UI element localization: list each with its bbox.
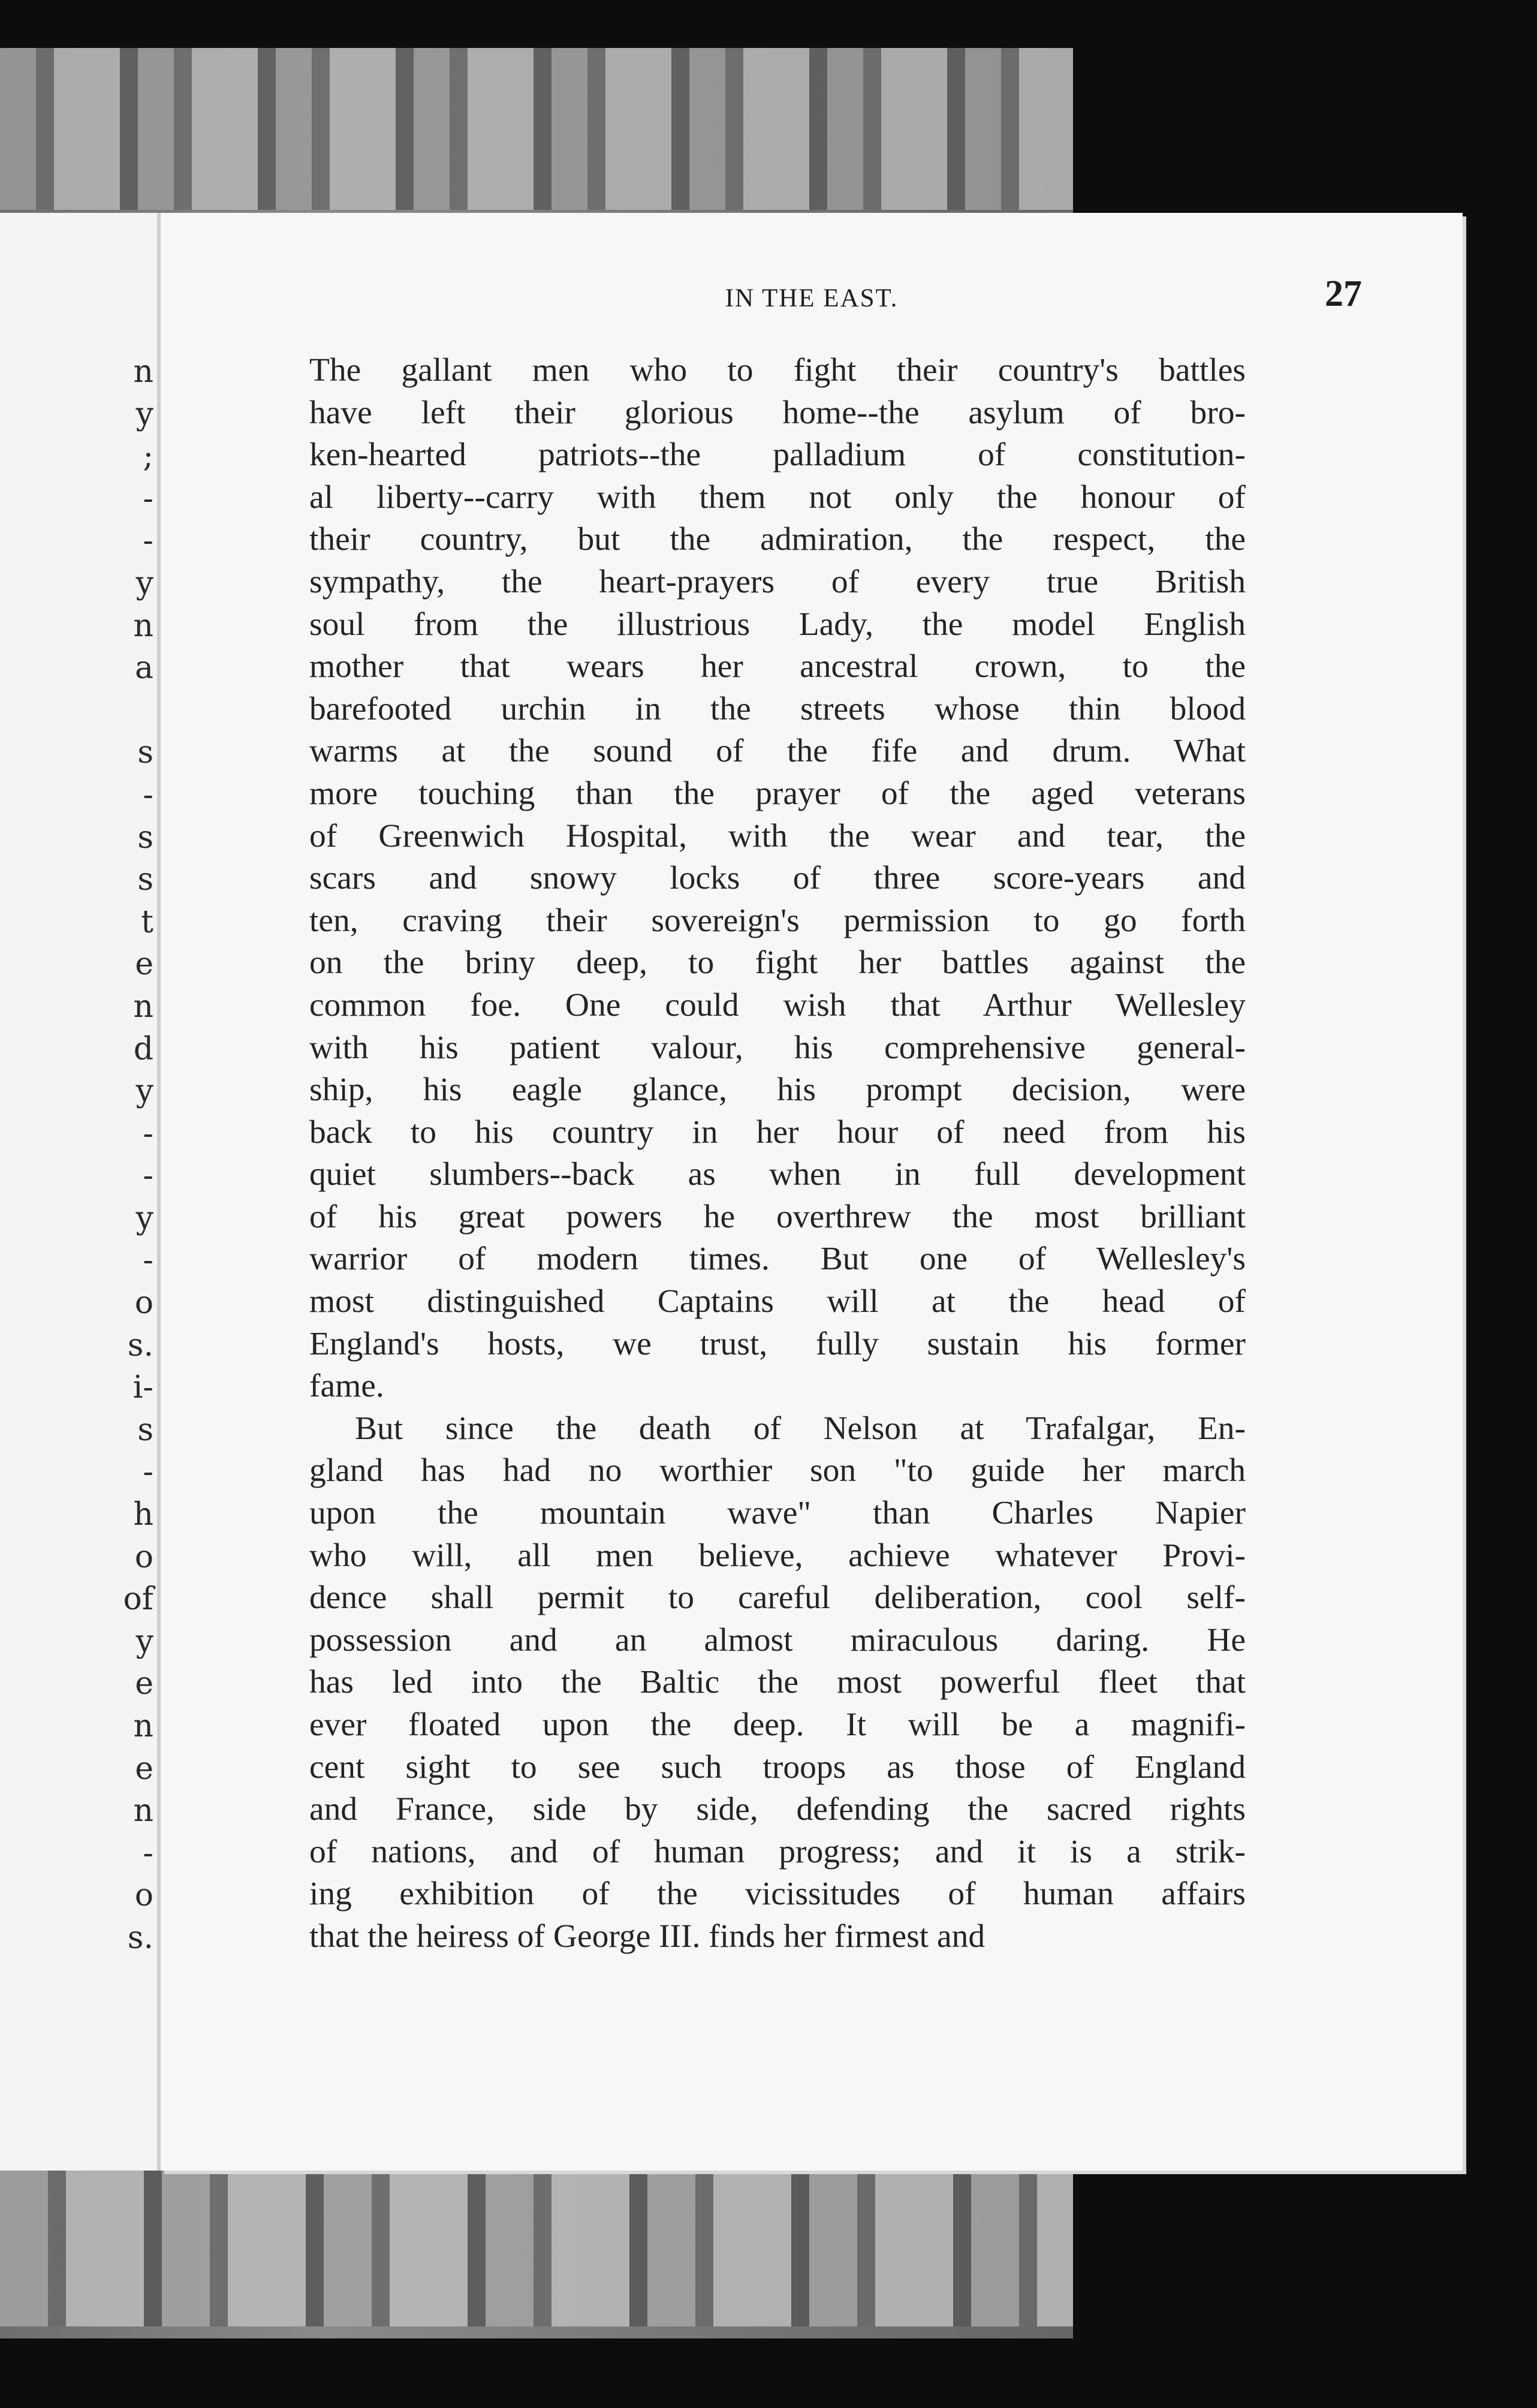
edge-letter: s [137,735,153,771]
edge-letter: s [137,862,153,898]
text-line: cent sight to see such troops as those of England [309,1748,1246,1786]
text-line: of his great powers he overthrew the most brilliant [309,1198,1246,1235]
text-line: back to his country in her hour of need from his [309,1113,1246,1151]
edge-letter: - [143,1454,153,1491]
text-line: of nations, and of human progress; and it is a strik- [309,1833,1246,1870]
edge-letter: - [143,523,153,559]
text-line: gland has had no worthier son "to guide her march [309,1452,1246,1489]
binding-strip-bottom [0,2171,1073,2326]
edge-letter [117,690,153,732]
text-line: ship, his eagle glance, his prompt decision, were [309,1071,1246,1109]
text-line: ken-hearted patriots--the palladium of constitution- [309,437,1246,474]
text-line: soul from the illustrious Lady, the model English [309,606,1246,643]
right-page [161,213,1463,2171]
edge-letter: - [143,776,153,813]
edge-letter: e [135,1666,153,1702]
text-line: ing exhibition of the vicissitudes of human affairs [309,1876,1246,1913]
text-line: quiet slumbers--back as when in full development [309,1156,1246,1193]
text-line: fame. [309,1368,384,1405]
edge-letter: s [137,1411,153,1448]
edge-letter: o [134,1539,153,1575]
text-line: scars and snowy locks of three score-years and [309,860,1246,897]
text-line: of Greenwich Hospital, with the wear and tear, the [309,817,1246,854]
edge-letter: n [133,1793,153,1829]
edge-letter: y [135,1073,153,1110]
body-text [309,350,1246,1958]
edge-letter: a [134,650,153,687]
text-line: with his patient valour, his comprehensive general- [309,1029,1246,1066]
edge-letter: o [134,1877,153,1914]
edge-letter: n [133,988,153,1025]
edge-letter: n [133,607,153,644]
edge-letter: ; [143,438,153,475]
edge-letter: h [133,1497,153,1533]
page-number: 27 [1325,273,1362,314]
edge-letter: n [133,354,153,390]
edge-letter: y [135,565,153,601]
text-line: al liberty--carry with them not only the honour of [309,478,1246,516]
left-facing-page [0,213,161,2171]
edge-letter: - [143,1158,153,1194]
left-page-edge-letters [117,351,153,1959]
edge-letter: - [143,480,153,517]
text-line: warms at the sound of the fife and drum. What [309,733,1246,770]
edge-letter: d [133,1031,153,1067]
edge-letter: e [135,946,153,983]
edge-letter: t [141,904,153,940]
edge-letter: of [123,1581,153,1618]
text-line: sympathy, the heart-prayers of every true British [309,563,1246,600]
edge-letter: - [143,1115,153,1152]
edge-letter: o [134,1285,153,1322]
text-line: But since the death of Nelson at Trafalgar, En- [355,1410,1246,1447]
text-line: that the heiress of George III. finds her firmest and [309,1918,986,1955]
text-line: ever floated upon the deep. It will be a magnifi- [309,1706,1246,1743]
text-line: on the briny deep, to fight her battles against the [309,944,1246,982]
edge-letter: y [135,1200,153,1236]
edge-letter: s. [127,1919,153,1956]
text-line: barefooted urchin in the streets whose thin blood [309,690,1246,727]
text-line: warrior of modern times. But one of Wellesley's [309,1241,1246,1278]
text-line: and France, side by side, defending the sacred rights [309,1791,1246,1828]
text-line: upon the mountain wave" than Charles Napier [309,1495,1246,1532]
text-line: most distinguished Captains will at the head of [309,1283,1246,1320]
edge-letter: n [133,1708,153,1744]
text-line: more touching than the prayer of the aged veterans [309,775,1246,812]
text-line: has led into the Baltic the most powerful fleet that [309,1664,1246,1701]
running-head: IN THE EAST. [725,284,899,312]
binding-strip-top [0,48,1073,210]
text-line: who will, all men believe, achieve whatever Provi- [309,1537,1246,1574]
text-line: dence shall permit to careful deliberation, cool self- [309,1579,1246,1617]
edge-letter: e [135,1750,153,1787]
text-line: The gallant men who to fight their country's battles [309,352,1246,389]
edge-letter: s [137,819,153,856]
text-line: possession and an almost miraculous daring. He [309,1621,1246,1658]
edge-letter: - [143,1242,153,1279]
text-line: common foe. One could wish that Arthur Wellesley [309,986,1246,1024]
edge-letter: i- [132,1369,153,1406]
text-line: have left their glorious home--the asylum of bro- [309,394,1246,431]
text-line: ten, craving their sovereign's permission to go forth [309,902,1246,939]
edge-letter: s. [127,1327,153,1363]
edge-letter: y [135,1623,153,1660]
text-line: mother that wears her ancestral crown, to the [309,648,1246,685]
edge-letter: y [135,396,153,432]
edge-letter: - [143,1835,153,1871]
text-line: their country, but the admiration, the respect, the [309,521,1246,558]
text-line: England's hosts, we trust, fully sustain his former [309,1325,1246,1362]
